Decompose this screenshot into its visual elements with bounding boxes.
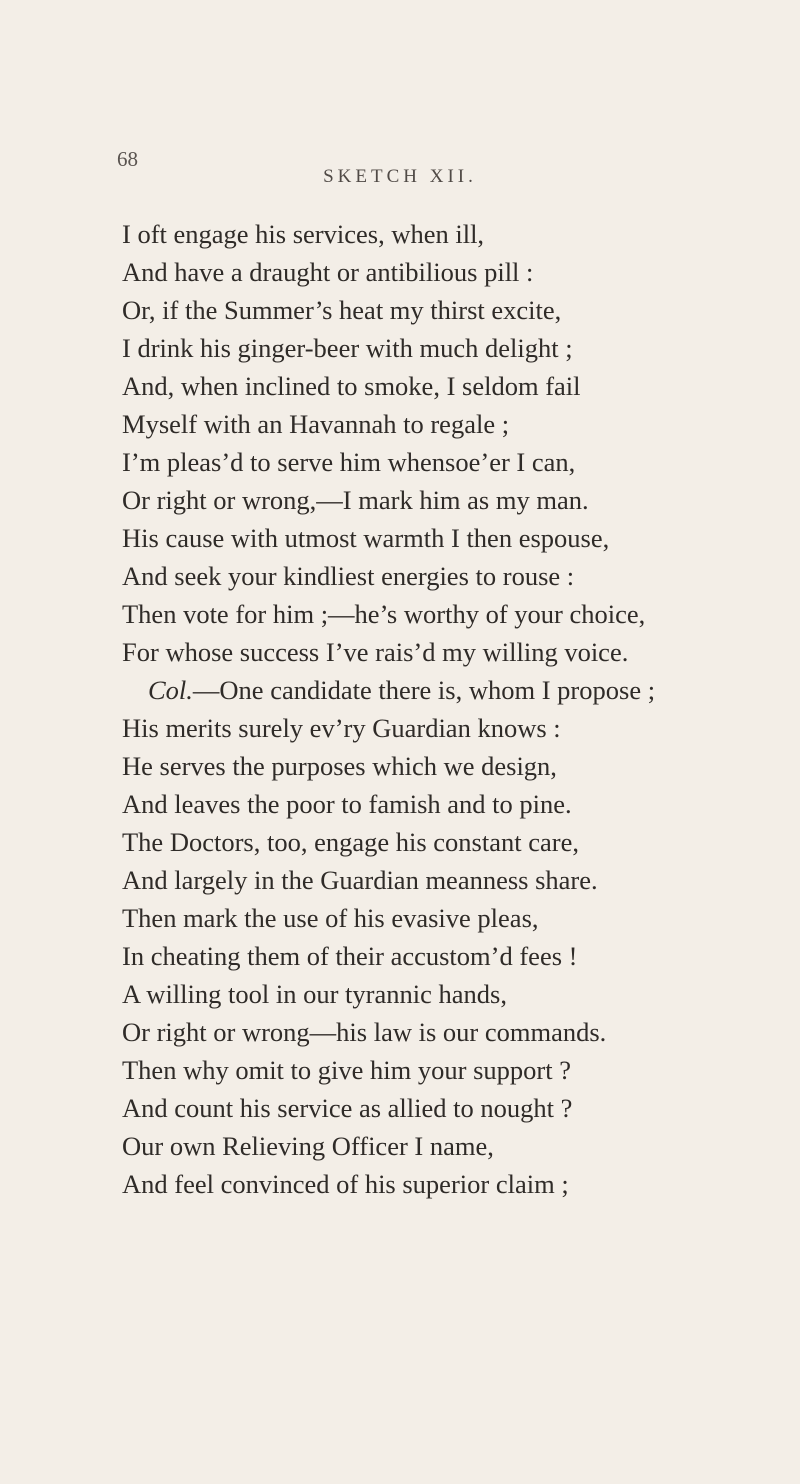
verse-line: I’m pleas’d to serve him whensoe’er I can, (122, 447, 576, 477)
verse-line: And leaves the poor to famish and to pine. (122, 789, 572, 819)
verse-line: Then vote for him ;—he’s worthy of your choice, (122, 599, 646, 629)
verse-line: Or, if the Summer’s heat my thirst excite, (122, 295, 562, 325)
verse-line: He serves the purposes which we design, (122, 751, 557, 781)
verse-line: For whose success I’ve rais’d my willing voice. (122, 637, 629, 667)
verse-line: And have a draught or antibilious pill : (122, 257, 534, 287)
verse-line: His cause with utmost warmth I then espouse, (122, 523, 610, 553)
verse-line: Our own Relieving Officer I name, (122, 1131, 494, 1161)
verse-line: And count his service as allied to nought ? (122, 1093, 573, 1123)
verse-line: And, when inclined to smoke, I seldom fail (122, 371, 581, 401)
verse-line: I drink his ginger-beer with much delight ; (122, 333, 573, 363)
verse-line: And seek your kindliest energies to rouse : (122, 561, 575, 591)
verse-line: Then why omit to give him your support ? (122, 1055, 571, 1085)
verse-line: In cheating them of their accustom’d fees ! (122, 941, 578, 971)
verse-line: A willing tool in our tyrannic hands, (122, 979, 507, 1009)
verse-line: And feel convinced of his superior claim ; (122, 1169, 569, 1199)
page-number: 68 (117, 147, 138, 171)
verse-line: The Doctors, too, engage his constant care, (122, 827, 579, 857)
verse-line: Then mark the use of his evasive pleas, (122, 903, 539, 933)
speaker-label: Col. (148, 675, 193, 705)
verse-line: I oft engage his services, when ill, (122, 219, 485, 249)
verse-line-with-speaker (148, 673, 655, 707)
verse-line-text: —One candidate there is, whom I propose ; (192, 675, 656, 705)
verse-line: Or right or wrong—his law is our commands. (122, 1017, 607, 1047)
verse-line: His merits surely ev’ry Guardian knows : (122, 713, 561, 743)
running-title: SKETCH XII. (323, 166, 477, 187)
verse-line: Or right or wrong,—I mark him as my man. (122, 485, 589, 515)
verse-line: And largely in the Guardian meanness share. (122, 865, 598, 895)
verse-line: Myself with an Havannah to regale ; (122, 409, 510, 439)
